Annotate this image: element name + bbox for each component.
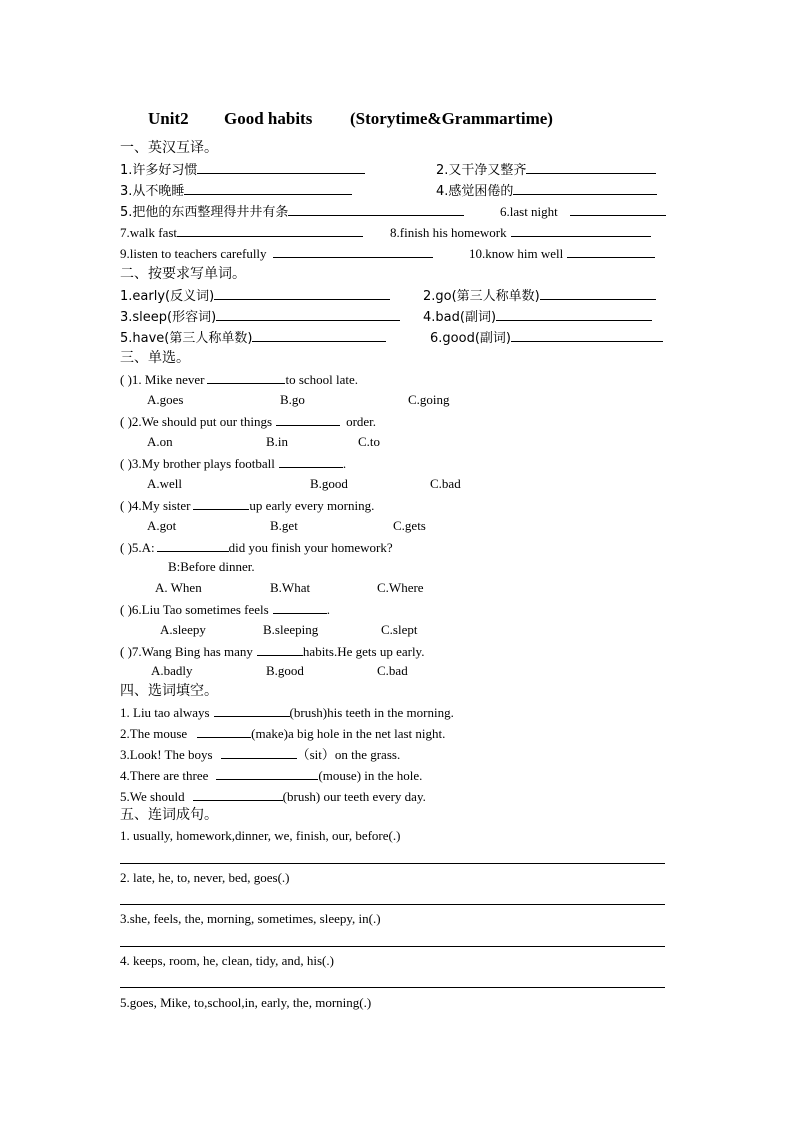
answer-line[interactable] <box>120 987 665 988</box>
p3-q6 <box>120 600 330 619</box>
p3-q1-post: to school late. <box>285 372 359 387</box>
p3-q2-pre: 2.We should put our things <box>131 414 273 429</box>
answer-blank[interactable] <box>570 202 666 216</box>
answer-blank[interactable] <box>276 412 340 426</box>
p5-q1: 1. usually, homework,dinner, we, finish, our, before(.) <box>120 828 401 843</box>
p1-q2 <box>436 160 656 180</box>
p1-q5 <box>120 202 464 222</box>
p1-q5-text: 5.把他的东西整理得井井有条 <box>120 205 289 220</box>
section-heading-5: 五、连词成句。 <box>120 807 218 823</box>
answer-blank[interactable] <box>177 223 363 237</box>
p3-q1-pre: 1. Mike never <box>131 372 205 387</box>
p3-q3-post: . <box>342 456 347 471</box>
option-a[interactable]: A.on <box>147 434 173 449</box>
p1-q10 <box>469 244 655 263</box>
p2-q6-text: 6.good(副词) <box>430 331 511 346</box>
p4-q1 <box>120 703 454 722</box>
p1-q10-text: 10.know him well <box>469 246 564 261</box>
p4-q2-pre: 2.The mouse <box>120 726 188 741</box>
option-c[interactable]: C.bad <box>377 663 408 678</box>
title-name: Good habits <box>224 109 313 128</box>
option-a[interactable]: A. When <box>155 580 202 595</box>
p4-q3 <box>120 745 400 764</box>
answer-blank[interactable] <box>540 286 656 300</box>
answer-blank[interactable] <box>157 538 229 552</box>
p3-q6-pre: 6.Liu Tao sometimes feels <box>131 602 269 617</box>
p1-q7-text: 7.walk fast <box>120 225 178 240</box>
option-a[interactable]: A.got <box>147 518 177 533</box>
answer-blank[interactable] <box>184 181 352 195</box>
answer-line[interactable] <box>120 863 665 864</box>
option-c[interactable]: C.Where <box>377 580 424 595</box>
option-c[interactable]: C.going <box>408 392 450 407</box>
p1-q3 <box>120 181 352 201</box>
option-c[interactable]: C.to <box>358 434 381 449</box>
section-heading-4: 四、选词填空。 <box>120 683 218 699</box>
p1-q6 <box>500 202 666 221</box>
p2-q5-text: 5.have(第三人称单数) <box>120 331 253 346</box>
option-a[interactable]: A.well <box>147 476 183 491</box>
answer-blank[interactable] <box>193 496 249 510</box>
p1-q9 <box>120 244 433 263</box>
answer-blank[interactable] <box>279 454 343 468</box>
p3-q4-pre: 4.My sister <box>131 498 191 513</box>
p3-q3 <box>120 454 346 473</box>
p2-q4 <box>423 307 652 327</box>
option-c[interactable]: C.bad <box>430 476 461 491</box>
p1-q8-text: 8.finish his homework <box>390 225 507 240</box>
p1-q4-text: 4.感觉困倦的 <box>436 184 514 199</box>
answer-blank[interactable] <box>197 160 365 174</box>
p2-q6 <box>430 328 663 348</box>
answer-blank[interactable] <box>216 766 318 780</box>
title-sub: (Storytime&Grammartime) <box>350 109 553 128</box>
p3-q2 <box>120 412 376 431</box>
p1-q1 <box>120 160 365 180</box>
p3-q7 <box>120 642 424 661</box>
answer-blank[interactable] <box>221 745 297 759</box>
option-c[interactable]: C.gets <box>393 518 426 533</box>
p3-q1 <box>120 370 358 389</box>
option-b[interactable]: B.in <box>266 434 289 449</box>
p3-q7-post: habits.He gets up early. <box>302 644 425 659</box>
p3-q4-post: up early every morning. <box>249 498 375 513</box>
p4-q3-post: （sit）on the grass. <box>296 747 401 762</box>
p3-q4 <box>120 496 374 515</box>
answer-blank[interactable] <box>288 202 464 216</box>
answer-line[interactable] <box>120 946 665 947</box>
answer-blank[interactable] <box>511 223 651 237</box>
p1-q6-text: 6.last night <box>500 204 558 219</box>
p1-q2-text: 2.又干净又整齐 <box>436 163 527 178</box>
answer-blank[interactable] <box>513 181 657 195</box>
p1-q3-text: 3.从不晚睡 <box>120 184 185 199</box>
p4-q4-post: (mouse) in the hole. <box>318 768 423 783</box>
answer-blank[interactable] <box>273 244 433 258</box>
answer-blank[interactable] <box>496 307 652 321</box>
answer-blank[interactable] <box>214 286 390 300</box>
option-a[interactable]: A.sleepy <box>160 622 206 637</box>
p4-q5 <box>120 787 426 806</box>
p5-q2: 2. late, he, to, never, bed, goes(.) <box>120 870 290 885</box>
p1-q8 <box>390 223 651 242</box>
p2-q1 <box>120 286 390 306</box>
p4-q2 <box>120 724 445 743</box>
answer-blank[interactable] <box>526 160 656 174</box>
p4-q4-pre: 4.There are three <box>120 768 209 783</box>
p4-q5-post: (brush) our teeth every day. <box>282 789 426 804</box>
p5-q3: 3.she, feels, the, morning, sometimes, sleepy, in(.) <box>120 911 381 926</box>
title-unit: Unit2 <box>148 109 189 128</box>
answer-paren[interactable]: ( ) <box>120 540 132 555</box>
answer-blank[interactable] <box>197 724 251 738</box>
p5-q4: 4. keeps, room, he, clean, tidy, and, his(.) <box>120 953 334 968</box>
option-b[interactable]: B.good <box>266 663 304 678</box>
p2-q3-text: 3.sleep(形容词) <box>120 310 217 325</box>
p4-q2-post: (make)a big hole in the net last night. <box>251 726 446 741</box>
p1-q7 <box>120 223 363 242</box>
p3-q7-pre: 7.Wang Bing has many <box>131 644 253 659</box>
answer-blank[interactable] <box>216 307 400 321</box>
answer-blank[interactable] <box>511 328 663 342</box>
p3-q3-pre: 3.My brother plays football <box>131 456 275 471</box>
answer-line[interactable] <box>120 904 665 905</box>
answer-paren[interactable]: ( ) <box>120 456 132 471</box>
option-a[interactable]: A.goes <box>147 392 184 407</box>
p4-q1-post: (brush)his teeth in the morning. <box>289 705 454 720</box>
section-heading-2: 二、按要求写单词。 <box>120 266 246 282</box>
p3-q5-post: did you finish your homework? <box>228 540 393 555</box>
option-b[interactable]: B.sleeping <box>263 622 319 637</box>
answer-paren[interactable]: ( ) <box>120 372 132 387</box>
p4-q1-pre: 1. Liu tao always <box>120 705 210 720</box>
p1-q4 <box>436 181 657 201</box>
p2-q2-text: 2.go(第三人称单数) <box>423 289 540 304</box>
option-a[interactable]: A.badly <box>151 663 193 678</box>
answer-blank[interactable] <box>567 244 655 258</box>
option-c[interactable]: C.slept <box>381 622 418 637</box>
p3-q6-post: . <box>326 602 330 617</box>
option-b[interactable]: B.What <box>270 580 311 595</box>
p3-q5 <box>120 538 393 557</box>
answer-blank[interactable] <box>214 703 290 717</box>
p2-q4-text: 4.bad(副词) <box>423 310 497 325</box>
answer-blank[interactable] <box>252 328 386 342</box>
p2-q3 <box>120 307 400 327</box>
answer-paren[interactable]: ( ) <box>120 414 132 429</box>
option-b[interactable]: B.good <box>310 476 348 491</box>
p2-q5 <box>120 328 386 348</box>
p3-q2-post: order. <box>346 414 377 429</box>
answer-paren[interactable]: ( ) <box>120 644 132 659</box>
answer-blank[interactable] <box>207 370 285 384</box>
answer-blank[interactable] <box>257 642 303 656</box>
option-b[interactable]: B.go <box>280 392 305 407</box>
answer-paren[interactable]: ( ) <box>120 498 132 513</box>
p1-q1-text: 1.许多好习惯 <box>120 163 198 178</box>
option-b[interactable]: B.get <box>270 518 298 533</box>
answer-paren[interactable]: ( ) <box>120 602 132 617</box>
section-heading-3: 三、单选。 <box>120 350 190 366</box>
p4-q5-pre: 5.We should <box>120 789 185 804</box>
p5-q5: 5.goes, Mike, to,school,in, early, the, morning(.) <box>120 995 372 1010</box>
p4-q3-pre: 3.Look! The boys <box>120 747 213 762</box>
p2-q2 <box>423 286 656 306</box>
answer-blank[interactable] <box>273 600 327 614</box>
p4-q4 <box>120 766 422 785</box>
p3-q5-pre: 5.A: <box>131 540 155 555</box>
p2-q1-text: 1.early(反义词) <box>120 289 215 304</box>
p3-q5-line2: B:Before dinner. <box>168 559 255 574</box>
section-heading-1: 一、英汉互译。 <box>120 140 218 156</box>
p1-q9-text: 9.listen to teachers carefully <box>120 246 267 261</box>
answer-blank[interactable] <box>193 787 283 801</box>
